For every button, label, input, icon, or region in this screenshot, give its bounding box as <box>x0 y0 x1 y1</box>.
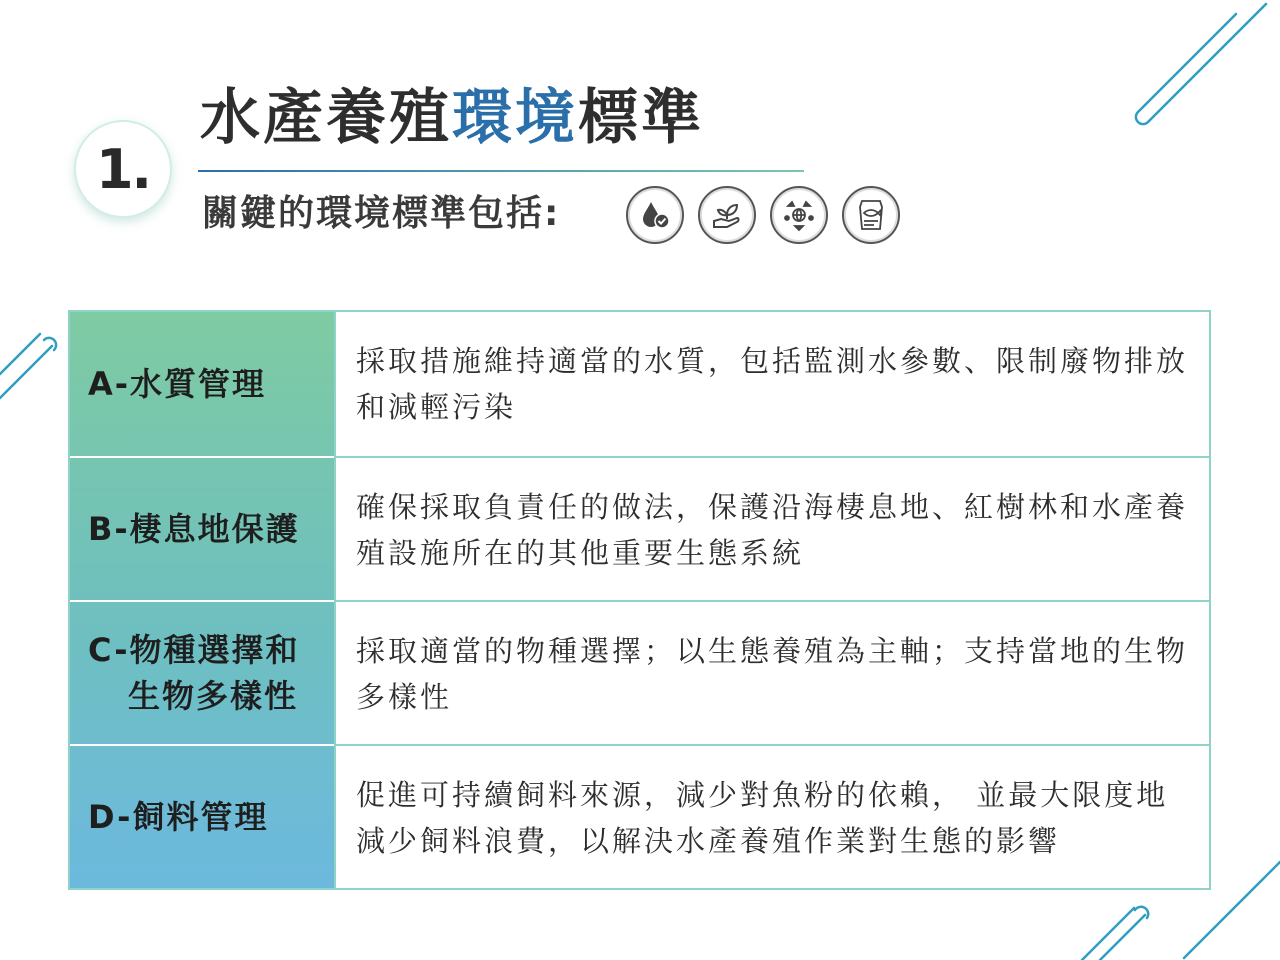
feed-bag-icon <box>842 186 900 244</box>
description-text: 採取措施維持適當的水質，包括監測水參數、限制廢物排放和減輕污染 <box>356 344 1189 424</box>
table-row <box>70 456 1209 602</box>
category-label-line1: C-物種選擇和 <box>88 631 300 669</box>
recycle-globe-icon <box>770 186 828 244</box>
table-row <box>70 312 1209 456</box>
category-description <box>334 746 1209 890</box>
category-label: B-棲息地保護 <box>70 456 334 600</box>
category-description <box>334 312 1209 456</box>
title-underline <box>198 170 804 172</box>
description-text: 採取適當的物種選擇；以生態養殖為主軸；支持當地的生物多樣性 <box>356 634 1189 714</box>
criteria-icons <box>626 186 900 244</box>
water-drop-check-icon <box>626 186 684 244</box>
category-description <box>334 458 1209 602</box>
category-label-line2: 生物多樣性 <box>128 677 299 715</box>
category-label: D-飼料管理 <box>70 744 334 888</box>
title-part2: 標準 <box>578 83 704 153</box>
description-text: 促進可持續飼料來源，減少對魚粉的依賴， 並最大限度地減少飼料浪費，以解決水產養殖作業對生態的影響 <box>356 778 1169 858</box>
title-highlight: 環境 <box>452 83 578 153</box>
hand-plant-icon <box>698 186 756 244</box>
section-number: 1. <box>95 137 151 201</box>
table-row <box>70 744 1209 890</box>
section-number-badge <box>74 120 172 218</box>
standards-table <box>68 310 1211 890</box>
table-row <box>70 600 1209 746</box>
subtitle: 關鍵的環境標準包括: <box>202 193 561 234</box>
category-description <box>334 602 1209 746</box>
category-label <box>70 600 334 744</box>
description-text: 確保採取負責任的做法，保護沿海棲息地、紅樹林和水產養殖設施所在的其他重要生態系統 <box>356 490 1189 570</box>
page-title <box>200 82 704 154</box>
category-label: A-水質管理 <box>88 365 267 403</box>
title-part1: 水產養殖 <box>200 83 452 153</box>
